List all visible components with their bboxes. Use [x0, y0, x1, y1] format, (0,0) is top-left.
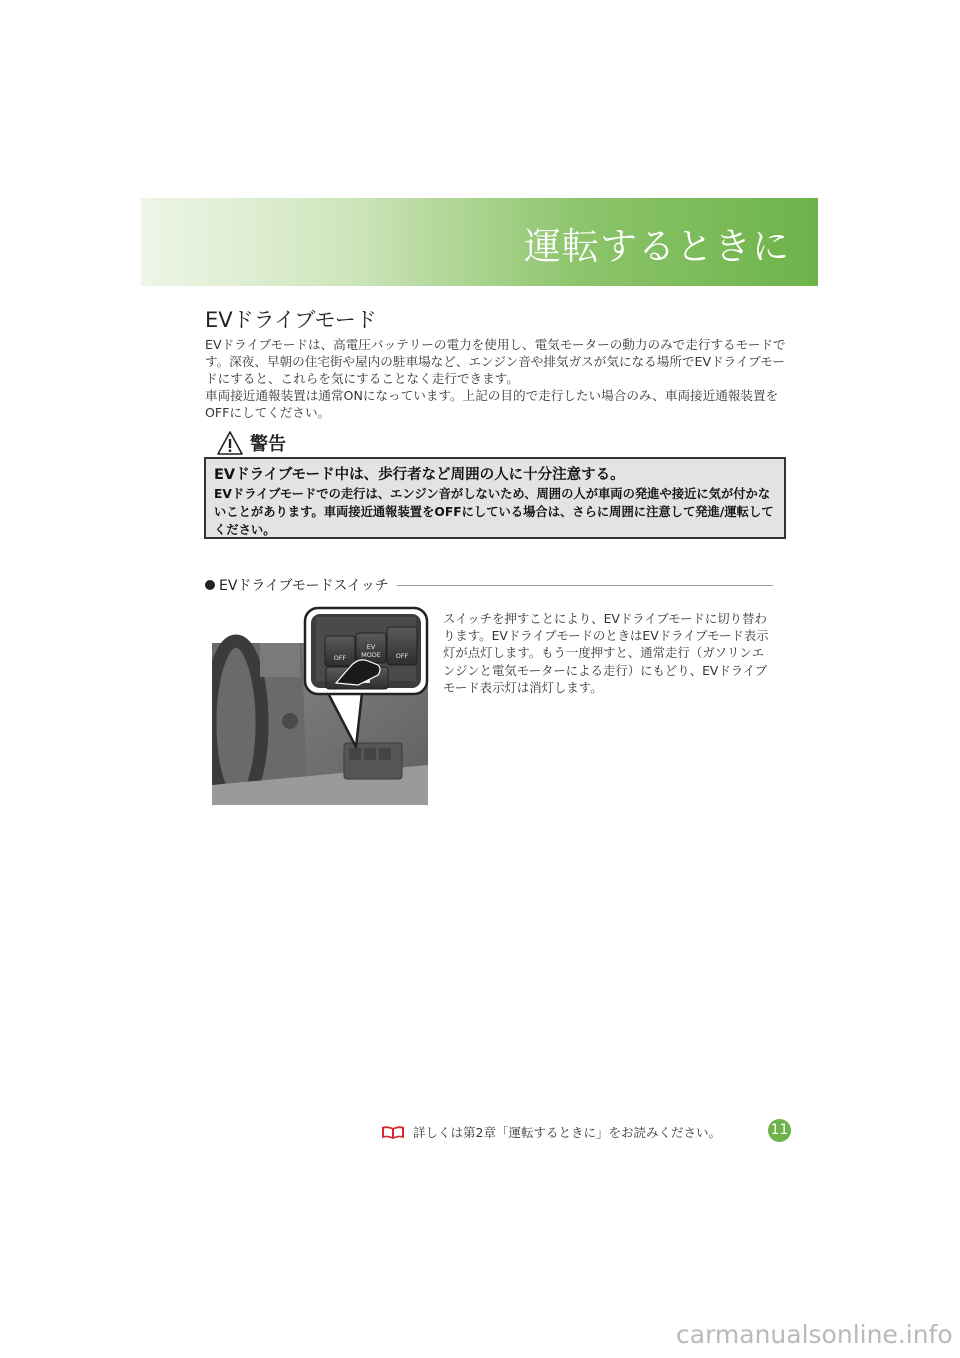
chapter-title: 運転するときに [524, 225, 790, 268]
footer-text: 詳しくは第2章「運転するときに」をお読みください。 [413, 1125, 721, 1140]
switch-subheading-text: EVドライブモードスイッチ [219, 578, 389, 594]
page-number-badge: 11 [768, 1119, 791, 1142]
warning-box [204, 457, 786, 539]
switch-description: スイッチを押すことにより、EVドライブモードに切り替わります。EVドライブモードのときはEVドライブモード表示灯が点灯します。もう一度押すと、通常走行（ガソリンエンジンと電気モーターによる走行）にもどり、EVドライブモード表示灯は消灯します。 [443, 611, 769, 695]
bullet-icon [205, 580, 215, 590]
ev-text: EV [366, 643, 376, 651]
mode-text: MODE [361, 651, 381, 659]
intro-paragraph-1: EVドライブモードは、高電圧バッテリーの電力を使用し、電気モーターの動力のみで走行するモードです。深夜、早朝の住宅街や屋内の駐車場など、エンジン音や排気ガスが気になる場所でEVドライブモードにすると、これらを気にすることなく走行できます。 [205, 337, 786, 386]
ev-switch-figure [212, 605, 430, 805]
footer-note [381, 1122, 721, 1142]
warning-body: EVドライブモードでの走行は、エンジン音がしないため、周囲の人が車両の発進や接近に気が付かないことがあります。車両接近通報装置をOFFにしている場合は、さらに周囲に注意して発進/運転してください。 [214, 487, 774, 537]
subheading-rule [397, 585, 773, 586]
left-off-text: OFF [333, 654, 347, 662]
right-off-text: OFF [395, 652, 409, 660]
switch-subheading [205, 574, 773, 596]
warning-header [216, 428, 286, 458]
watermark-text: carmanualsonline.info [676, 1320, 953, 1349]
section-heading: EVドライブモード [205, 308, 377, 332]
warning-label: 警告 [250, 434, 286, 455]
chapter-header-band [141, 198, 818, 286]
ev-switch-illustration [212, 605, 430, 805]
warning-triangle-icon [216, 430, 244, 456]
intro-paragraph-2: 車両接近通報装置は通常ONになっています。上記の目的で走行したい場合のみ、車両接近通報装置をOFFにしてください。 [205, 388, 779, 420]
intro-text [205, 336, 795, 421]
book-icon [381, 1124, 405, 1140]
warning-title: EVドライブモード中は、歩行者など周囲の人に十分注意する。 [214, 467, 625, 483]
